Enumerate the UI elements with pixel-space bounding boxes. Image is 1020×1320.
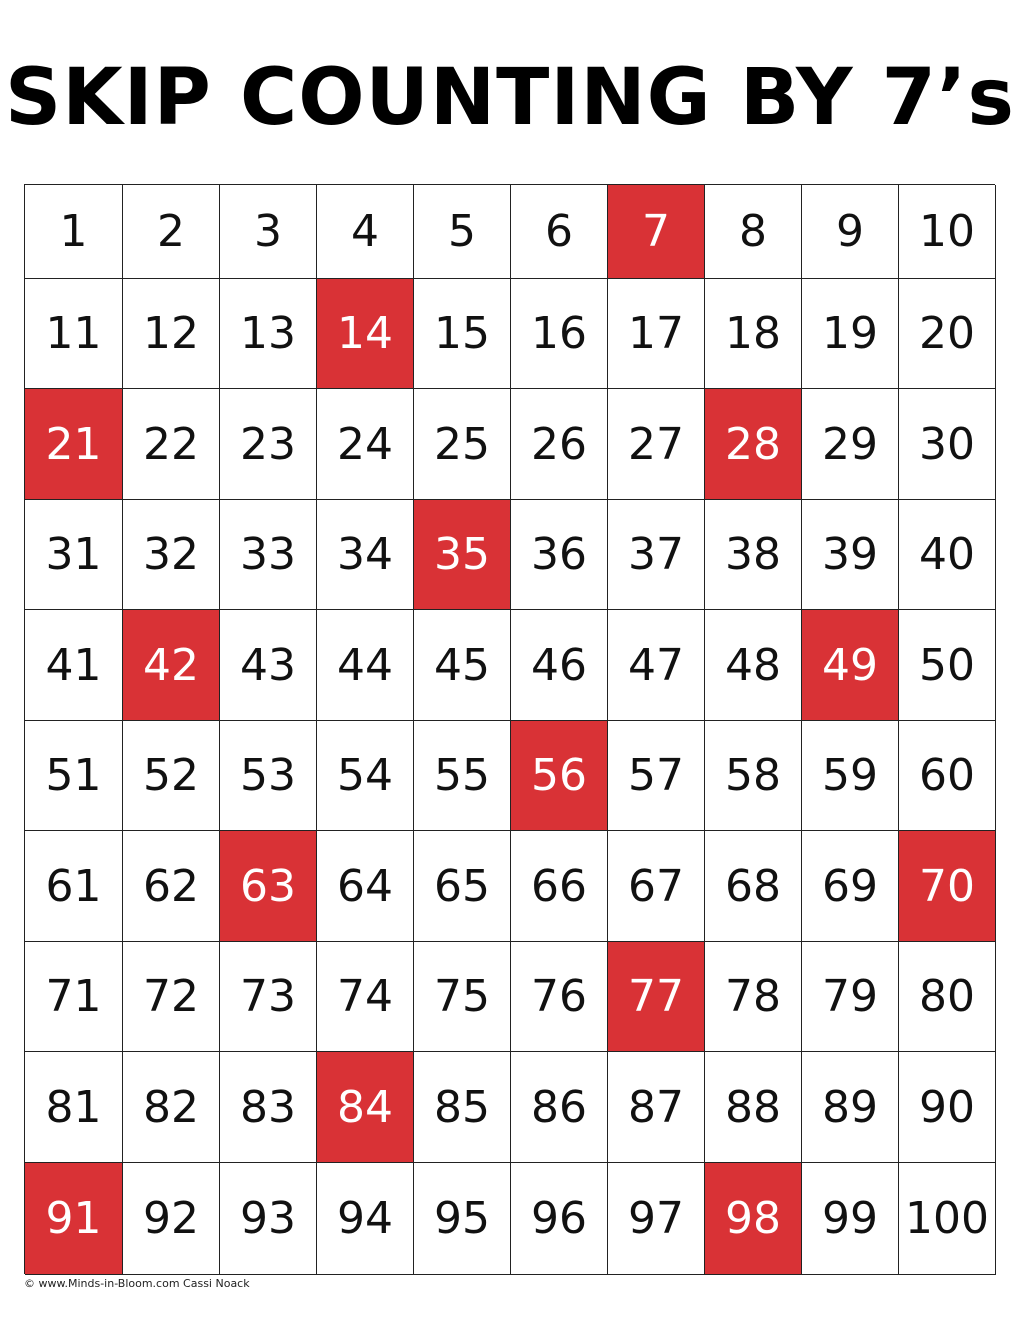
grid-cell-highlighted: 14: [317, 279, 414, 389]
grid-cell: 51: [25, 721, 123, 831]
grid-cell-highlighted: 28: [705, 389, 802, 500]
grid-cell: 55: [414, 721, 511, 831]
grid-cell: 75: [414, 942, 511, 1052]
grid-cell: 11: [25, 279, 123, 389]
grid-cell: 10: [899, 185, 996, 279]
grid-cell: 53: [220, 721, 317, 831]
grid-cell: 5: [414, 185, 511, 279]
grid-cell: 54: [317, 721, 414, 831]
grid-cell-highlighted: 84: [317, 1052, 414, 1163]
grid-cell: 34: [317, 500, 414, 610]
grid-cell: 26: [511, 389, 608, 500]
grid-cell: 86: [511, 1052, 608, 1163]
grid-cell-highlighted: 35: [414, 500, 511, 610]
grid-cell: 13: [220, 279, 317, 389]
copyright-notice: © www.Minds-in-Bloom.com Cassi Noack: [24, 1277, 250, 1290]
grid-cell: 44: [317, 610, 414, 721]
grid-cell: 3: [220, 185, 317, 279]
grid-cell: 61: [25, 831, 123, 942]
grid-cell: 62: [123, 831, 220, 942]
grid-cell: 65: [414, 831, 511, 942]
grid-cell: 92: [123, 1163, 220, 1275]
grid-cell: 80: [899, 942, 996, 1052]
grid-cell: 68: [705, 831, 802, 942]
grid-cell: 73: [220, 942, 317, 1052]
grid-cell: 18: [705, 279, 802, 389]
grid-cell: 79: [802, 942, 899, 1052]
grid-cell: 41: [25, 610, 123, 721]
grid-cell-highlighted: 49: [802, 610, 899, 721]
grid-cell: 57: [608, 721, 705, 831]
grid-cell: 48: [705, 610, 802, 721]
grid-cell: 85: [414, 1052, 511, 1163]
grid-cell: 30: [899, 389, 996, 500]
grid-cell: 12: [123, 279, 220, 389]
grid-cell-highlighted: 98: [705, 1163, 802, 1275]
grid-cell: 40: [899, 500, 996, 610]
page-title: SKIP COUNTING BY 7’s: [5, 53, 1015, 143]
grid-cell: 47: [608, 610, 705, 721]
grid-cell: 99: [802, 1163, 899, 1275]
grid-cell: 29: [802, 389, 899, 500]
grid-cell: 32: [123, 500, 220, 610]
grid-cell: 60: [899, 721, 996, 831]
grid-cell: 25: [414, 389, 511, 500]
grid-cell: 37: [608, 500, 705, 610]
grid-cell: 45: [414, 610, 511, 721]
grid-cell: 64: [317, 831, 414, 942]
grid-cell: 39: [802, 500, 899, 610]
grid-cell: 94: [317, 1163, 414, 1275]
grid-cell: 89: [802, 1052, 899, 1163]
hundreds-chart: [24, 184, 995, 1274]
grid-cell: 97: [608, 1163, 705, 1275]
grid-cell-highlighted: 77: [608, 942, 705, 1052]
grid-cell: 67: [608, 831, 705, 942]
grid-cell: 8: [705, 185, 802, 279]
grid-cell: 82: [123, 1052, 220, 1163]
grid-cell: 88: [705, 1052, 802, 1163]
grid-cell: 6: [511, 185, 608, 279]
grid-cell: 43: [220, 610, 317, 721]
grid-cell-highlighted: 63: [220, 831, 317, 942]
grid-cell-highlighted: 70: [899, 831, 996, 942]
grid-cell: 83: [220, 1052, 317, 1163]
grid-cell: 50: [899, 610, 996, 721]
grid-cell: 93: [220, 1163, 317, 1275]
grid-cell: 17: [608, 279, 705, 389]
grid-cell-highlighted: 7: [608, 185, 705, 279]
grid-cell: 69: [802, 831, 899, 942]
grid-cell: 78: [705, 942, 802, 1052]
grid-cell: 22: [123, 389, 220, 500]
grid-cell: 76: [511, 942, 608, 1052]
grid-cell-highlighted: 42: [123, 610, 220, 721]
grid-cell: 46: [511, 610, 608, 721]
grid-cell: 59: [802, 721, 899, 831]
grid-cell: 19: [802, 279, 899, 389]
grid-cell-highlighted: 91: [25, 1163, 123, 1275]
grid-cell: 72: [123, 942, 220, 1052]
grid-cell: 15: [414, 279, 511, 389]
grid-cell: 16: [511, 279, 608, 389]
grid-cell: 20: [899, 279, 996, 389]
grid-cell: 95: [414, 1163, 511, 1275]
grid-cell: 71: [25, 942, 123, 1052]
grid-cell: 33: [220, 500, 317, 610]
grid-cell: 2: [123, 185, 220, 279]
grid-cell-highlighted: 56: [511, 721, 608, 831]
grid-cell: 52: [123, 721, 220, 831]
grid-cell: 27: [608, 389, 705, 500]
grid-cell: 36: [511, 500, 608, 610]
grid-cell: 66: [511, 831, 608, 942]
grid-cell: 1: [25, 185, 123, 279]
grid-cell: 87: [608, 1052, 705, 1163]
grid-cell-highlighted: 21: [25, 389, 123, 500]
grid-cell: 81: [25, 1052, 123, 1163]
grid-cell: 23: [220, 389, 317, 500]
grid-cell: 74: [317, 942, 414, 1052]
grid-cell: 4: [317, 185, 414, 279]
grid-cell: 58: [705, 721, 802, 831]
grid-cell: 24: [317, 389, 414, 500]
grid-cell: 38: [705, 500, 802, 610]
grid-cell: 100: [899, 1163, 996, 1275]
grid-cell: 90: [899, 1052, 996, 1163]
grid-cell: 9: [802, 185, 899, 279]
grid-cell: 96: [511, 1163, 608, 1275]
grid-cell: 31: [25, 500, 123, 610]
